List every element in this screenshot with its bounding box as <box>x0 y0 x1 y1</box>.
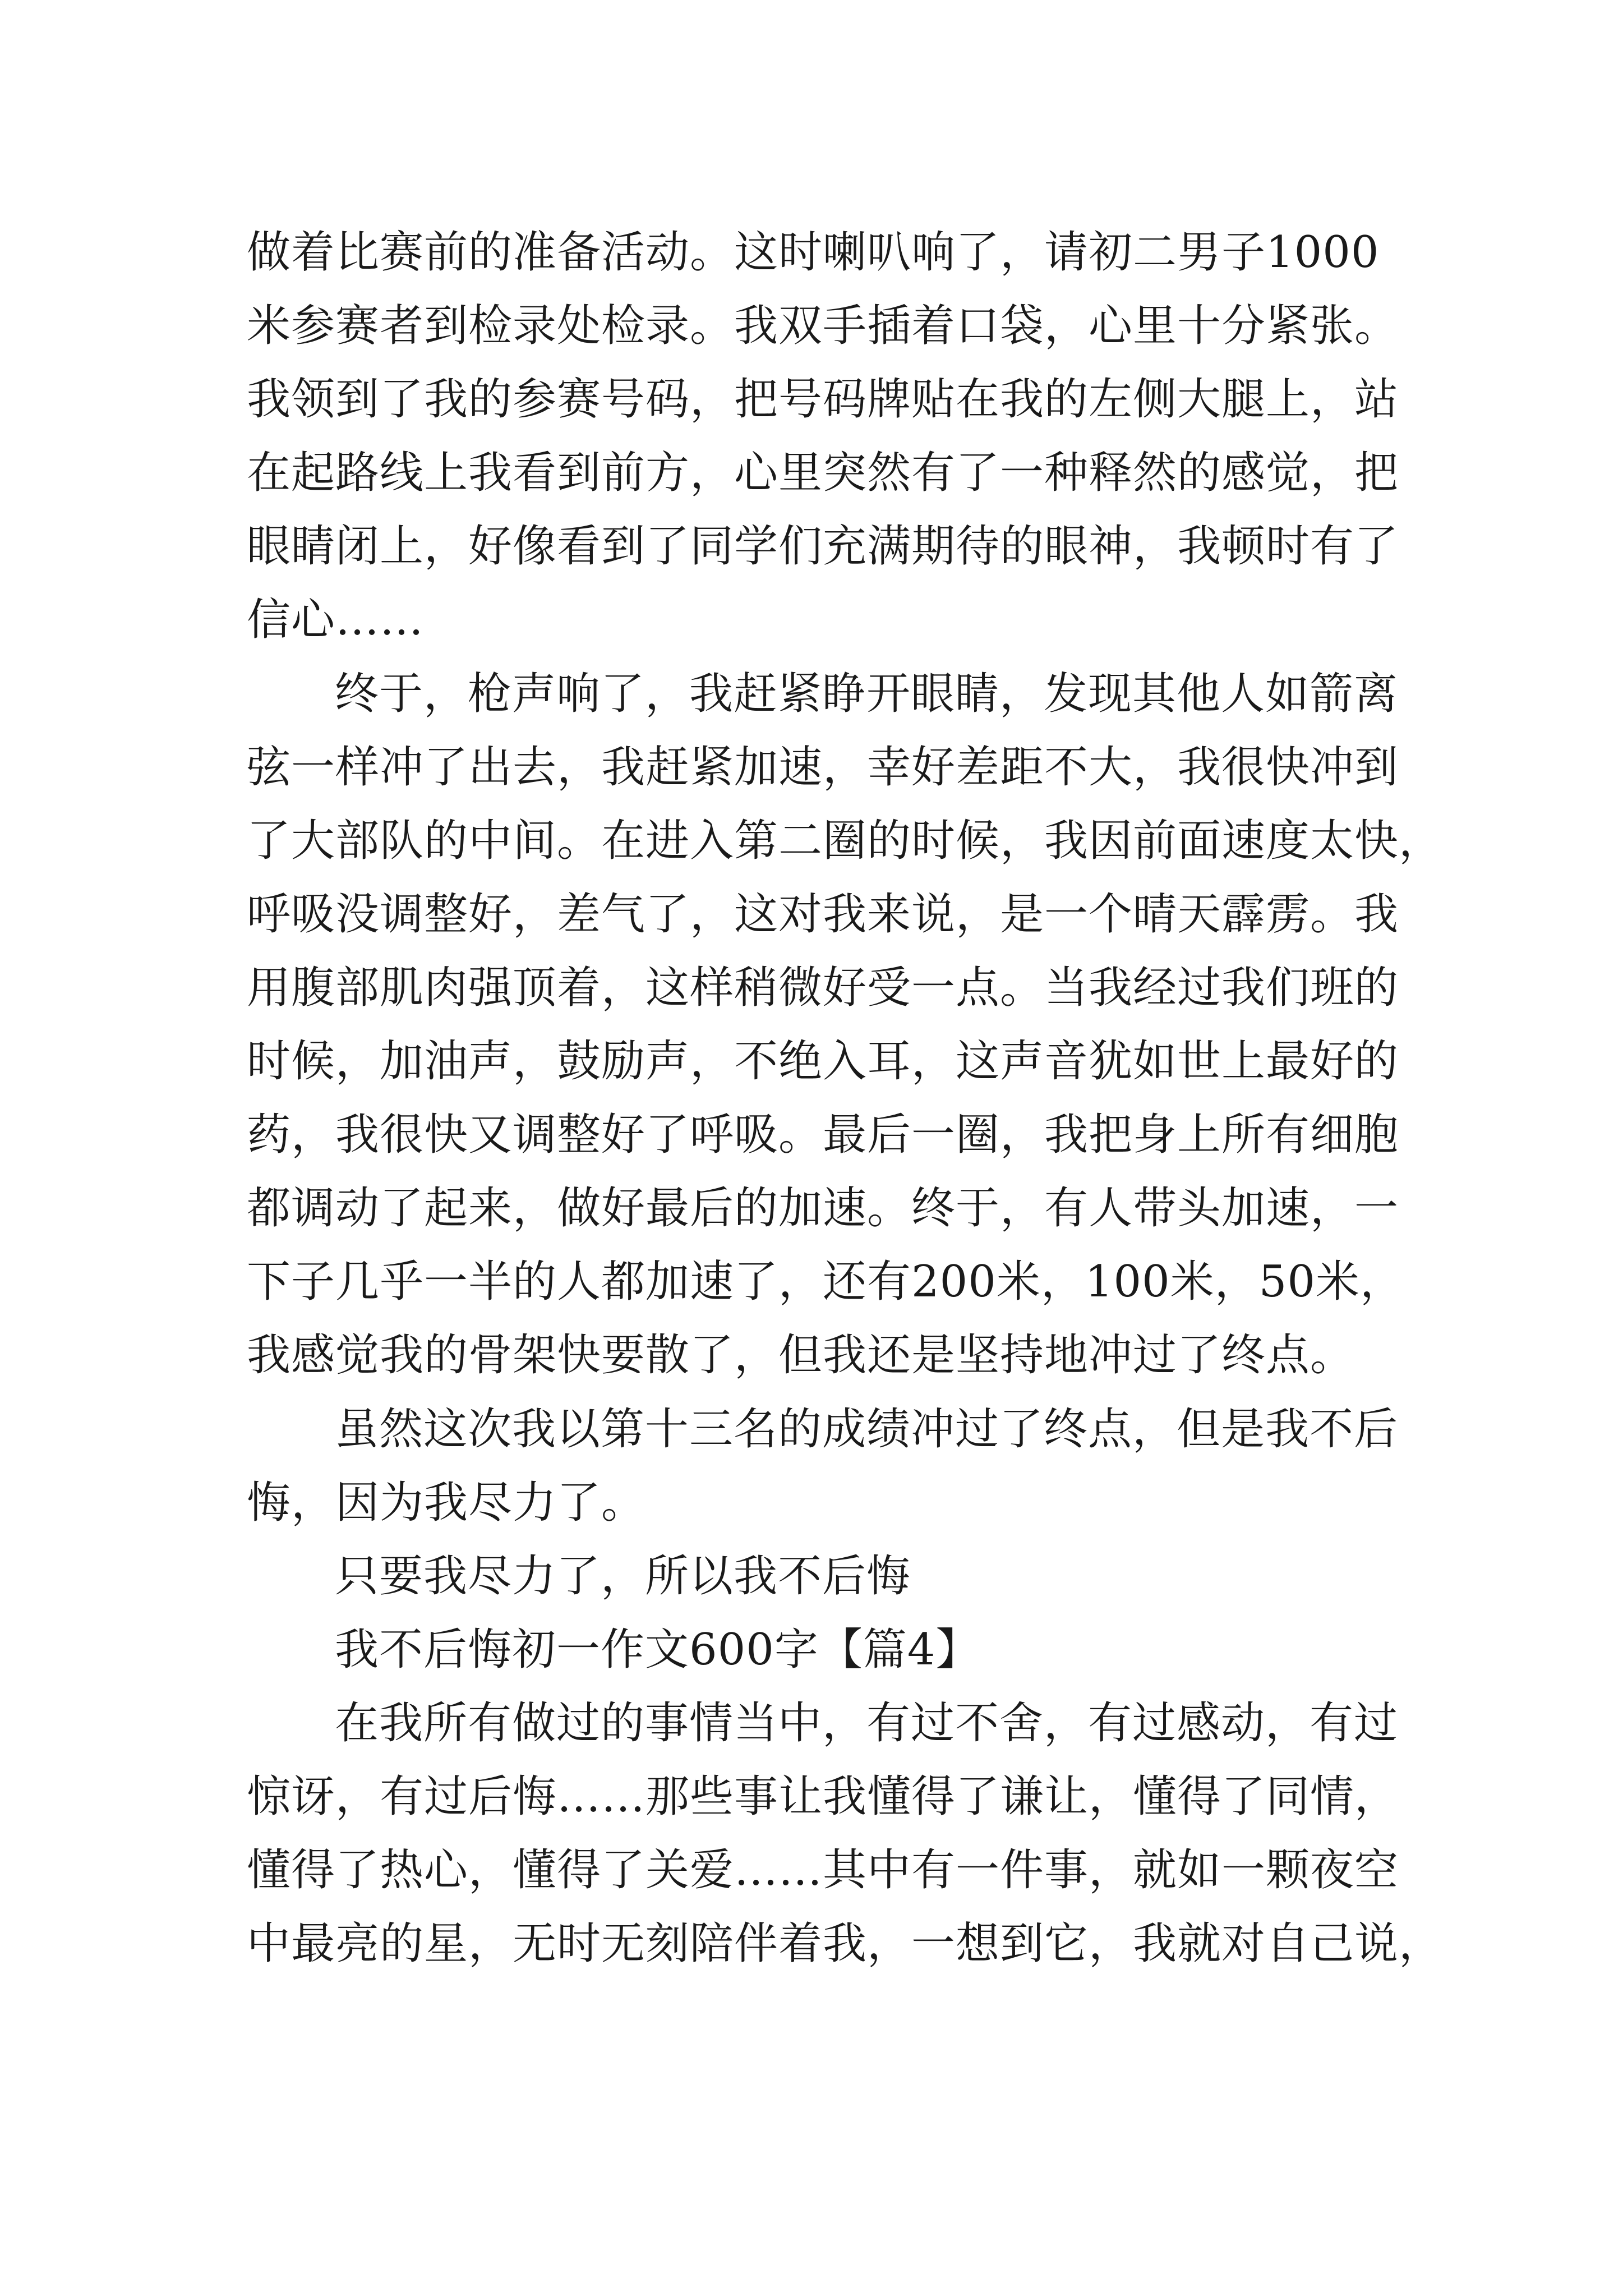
paragraph-first-line: 虽然这次我以第十三名的成绩冲过了终点，但是我不后 <box>335 1404 1399 1455</box>
text-line: 下子几乎一半的人都加速了，还有200米，100米，50米， <box>247 1257 1405 1307</box>
text-line: 呼吸没调整好，差气了，这对我来说，是一个晴天霹雳。我 <box>247 889 1399 940</box>
text-line: 懂得了热心，懂得了关爱……其中有一件事，就如一颗夜空 <box>247 1845 1399 1895</box>
paragraph-first-line: 只要我尽力了，所以我不后悔 <box>335 1551 911 1602</box>
text-line: 信心…… <box>247 595 425 645</box>
section-heading: 我不后悔初一作文600字【篇4】 <box>335 1625 980 1675</box>
text-line: 悔，因为我尽力了。 <box>247 1478 646 1528</box>
text-line: 我领到了我的参赛号码，把号码牌贴在我的左侧大腿上，站 <box>247 374 1399 425</box>
text-line: 在起路线上我看到前方，心里突然有了一种释然的感觉，把 <box>247 448 1399 498</box>
text-line: 做着比赛前的准备活动。这时喇叭响了，请初二男子1000 <box>247 227 1380 278</box>
text-line: 时候，加油声，鼓励声，不绝入耳，这声音犹如世上最好的 <box>247 1036 1399 1087</box>
text-line: 米参赛者到检录处检录。我双手插着口袋，心里十分紧张。 <box>247 301 1399 351</box>
text-line: 都调动了起来，做好最后的加速。终于，有人带头加速，一 <box>247 1183 1399 1234</box>
text-line: 惊讶，有过后悔……那些事让我懂得了谦让，懂得了同情， <box>247 1772 1399 1822</box>
text-line: 我感觉我的骨架快要散了，但我还是坚持地冲过了终点。 <box>247 1330 1355 1381</box>
text-line: 药，我很快又调整好了呼吸。最后一圈，我把身上所有细胞 <box>247 1110 1399 1160</box>
text-line: 弦一样冲了出去，我赶紧加速，幸好差距不大，我很快冲到 <box>247 742 1399 793</box>
text-line: 了大部队的中间。在进入第二圈的时候，我因前面速度太快， <box>247 816 1444 866</box>
paragraph-first-line: 在我所有做过的事情当中，有过不舍，有过感动，有过 <box>335 1698 1399 1749</box>
text-line: 眼睛闭上，好像看到了同学们充满期待的眼神，我顿时有了 <box>247 521 1399 572</box>
text-line: 用腹部肌肉强顶着，这样稍微好受一点。当我经过我们班的 <box>247 963 1399 1013</box>
text-line: 中最亮的星，无时无刻陪伴着我，一想到它，我就对自己说， <box>247 1918 1444 1969</box>
paragraph-first-line: 终于，枪声响了，我赶紧睁开眼睛，发现其他人如箭离 <box>335 669 1399 719</box>
